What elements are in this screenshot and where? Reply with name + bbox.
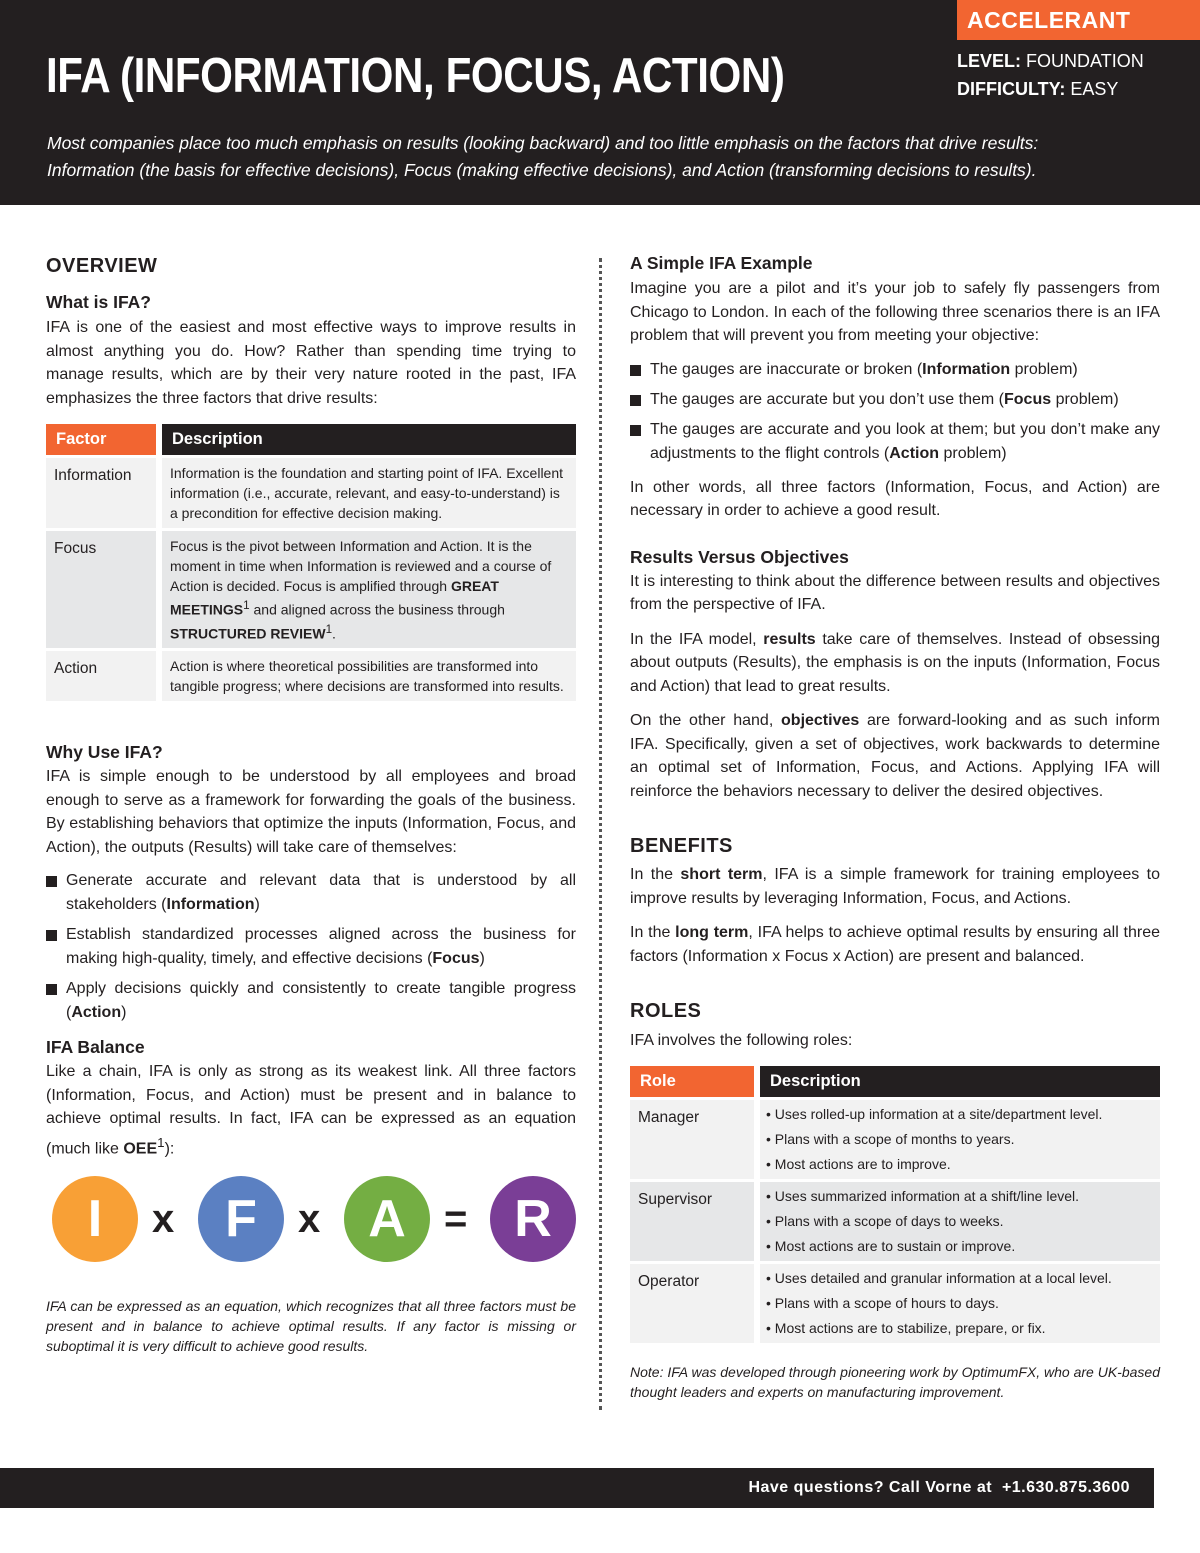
factor-table-header [46, 424, 576, 455]
list-item: The gauges are accurate but you don’t use them (Focus problem) [630, 388, 1160, 412]
intro-text [47, 130, 1157, 184]
equals-sign: = [444, 1197, 468, 1241]
factor-name: Focus [46, 531, 156, 648]
list-item: Apply decisions quickly and consistently to create tangible progress (Action) [46, 977, 576, 1025]
brand-label: ACCELERANT [957, 0, 1200, 40]
contact-footer [0, 1468, 1154, 1508]
roles-intro: IFA involves the following roles: [630, 1032, 853, 1049]
role-description-col-header: Description [760, 1066, 1160, 1097]
example-heading: A Simple IFA Example [630, 253, 813, 273]
roles-heading: ROLES [630, 1000, 702, 1022]
equation-caption: IFA can be expressed as an equation, which recognizes that all three factors must be present and in balance to achieve optimal results. If any factor is missing or suboptimal it is very difficult to achieve good results. [46, 1298, 576, 1354]
square-bullet-icon [630, 395, 641, 406]
factor-name: Information [46, 458, 156, 528]
square-bullet-icon [46, 984, 57, 995]
level-label: LEVEL: [957, 51, 1022, 71]
square-bullet-icon [630, 365, 641, 376]
example-bullet-list [630, 358, 1160, 466]
table-row [630, 1100, 1160, 1179]
left-column [46, 250, 576, 1161]
action-circle-icon: A [344, 1176, 430, 1262]
table-row [46, 531, 576, 648]
focus-circle-icon: F [198, 1176, 284, 1262]
overview-heading: OVERVIEW [46, 255, 158, 277]
square-bullet-icon [46, 930, 57, 941]
why-text: IFA is simple enough to be understood by all employees and broad enough to serve as a framework for forwarding the goals of the business. By establishing behaviors that optimize the inputs (Information, Focus, and Action), the outputs (Results) will take care of themselves: [46, 768, 576, 856]
why-heading: Why Use IFA? [46, 742, 163, 763]
column-divider [599, 258, 602, 1410]
page-header [0, 0, 1200, 205]
description-col-header: Description [162, 424, 576, 455]
times-sign: x [152, 1197, 175, 1241]
list-item: • Uses rolled-up information at a site/department level. [766, 1105, 1103, 1122]
square-bullet-icon [46, 876, 57, 887]
benefits-p2: In the long term, IFA helps to achieve optimal results by ensuring all three factors (Information x Focus x Action) are present and balanced. [630, 924, 1160, 965]
factor-name: Action [46, 651, 156, 701]
oee-link[interactable]: OEE [123, 1140, 158, 1158]
results-p1: It is interesting to think about the difference between results and objectives from the perspective of IFA. [630, 572, 1160, 613]
difficulty-info [957, 77, 1118, 101]
roles-table [630, 1063, 1160, 1346]
balance-text: Like a chain, IFA is only as strong as its weakest link. All three factors (Information, Focus, and Action) must be present and in balance to achieve optimal results. In fact, IFA can be expressed as an equation (much like OEE$^1$): [46, 1063, 576, 1158]
results-p3: On the other hand, objectives are forward-looking and as such inform IFA. Specifically, given a set of objectives, work backwards to determine an optimal set of Information, Focus, and Actions. Applying IFA will reinforce the behaviors necessary to deliver the desired objectives. [630, 712, 1161, 800]
table-row [46, 458, 576, 528]
level-info [957, 49, 1144, 73]
list-item: The gauges are inaccurate or broken (Information problem) [630, 358, 1160, 382]
what-heading: What is IFA? [46, 292, 151, 312]
structured-review-link[interactable]: STRUCTURED REVIEW [170, 625, 326, 642]
list-item: Generate accurate and relevant data that is understood by all stakeholders (Information) [46, 869, 576, 917]
list-item: • Plans with a scope of months to years. [766, 1130, 1015, 1147]
table-row [630, 1182, 1160, 1261]
roles-table-header [630, 1066, 1160, 1097]
benefits-p1: In the short term, IFA is a simple framework for training employees to improve results by leveraging Information, Focus, and Actions. [630, 866, 1160, 907]
contact-text: Have questions? Call Vorne at +1.630.875.3600 [748, 1479, 1130, 1496]
example-outro: In other words, all three factors (Information, Focus, and Action) are necessary in order to achieve a good result. [630, 478, 1160, 519]
great-meetings-link[interactable]: GREAT MEETINGS [170, 578, 499, 618]
role-col-header: Role [630, 1066, 754, 1097]
role-name: Supervisor [630, 1182, 754, 1261]
table-row [46, 651, 576, 701]
list-item: • Plans with a scope of days to weeks. [766, 1212, 1004, 1229]
role-name: Manager [630, 1100, 754, 1179]
square-bullet-icon [630, 425, 641, 436]
intro-line-1: Most companies place too much emphasis on results (looking backward) and too little emphasis on the factors that drive results: [47, 133, 1039, 153]
list-item: • Most actions are to sustain or improve. [766, 1237, 1016, 1254]
list-item: • Plans with a scope of hours to days. [766, 1294, 999, 1311]
results-heading: Results Versus Objectives [630, 546, 849, 567]
list-item: • Most actions are to stabilize, prepare, or fix. [766, 1319, 1046, 1336]
benefits-heading: BENEFITS [630, 835, 733, 857]
intro-line-2: Information (the basis for effective decisions), Focus (making effective decisions), and Action (transforming decisions to results). [47, 160, 1037, 180]
times-sign: x [298, 1197, 321, 1241]
right-column [630, 250, 1160, 1402]
list-item: Establish standardized processes aligned across the business for making high-quality, timely, and effective decisions (Focus) [46, 923, 576, 971]
factor-table [46, 421, 576, 704]
role-name: Operator [630, 1264, 754, 1343]
factor-description: Focus is the pivot between Information and Action. It is the moment in time when Information is reviewed and a course of Action is decided. Focus is amplified through GREAT MEETINGS$^1$ and aligned across the business through STRUCTURED REVIEW$^1$. [162, 531, 576, 648]
results-p2: In the IFA model, results take care of themselves. Instead of obsessing about outputs (Results), the emphasis is on the inputs (Information, Focus and Action) that lead to great results. [630, 630, 1161, 695]
example-intro: Imagine you are a pilot and it’s your job to safely fly passengers from Chicago to London. In each of the following three scenarios there is an IFA problem that will prevent you from meeting your objective: [630, 280, 1160, 344]
balance-heading: IFA Balance [46, 1037, 145, 1058]
list-item: • Most actions are to improve. [766, 1155, 951, 1172]
factor-description: Information is the foundation and starting point of IFA. Excellent information (i.e., accurate, relevant, and easy-to-understand) is a precondition for effective decision making. [162, 458, 576, 528]
ifa-equation [52, 1176, 577, 1262]
results-circle-icon: R [490, 1176, 576, 1262]
table-row [630, 1264, 1160, 1343]
difficulty-value: EASY [1070, 79, 1119, 99]
why-bullet-list [46, 869, 576, 1025]
list-item: • Uses summarized information at a shift/line level. [766, 1187, 1080, 1204]
level-value: FOUNDATION [1026, 51, 1144, 71]
list-item: The gauges are accurate and you look at them; but you don’t make any adjustments to the flight controls (Action problem) [630, 418, 1160, 466]
factor-col-header: Factor [46, 424, 156, 455]
what-text: IFA is one of the easiest and most effective ways to improve results in almost anything you do. How? Rather than spending time trying to manage results, which are by their very nature rooted in the past, IFA emphasizes the three factors that drive results: [46, 319, 576, 407]
page-title: IFA (INFORMATION, FOCUS, ACTION) [46, 49, 785, 103]
difficulty-label: DIFFICULTY: [957, 79, 1066, 99]
information-circle-icon: I [52, 1176, 138, 1262]
roles-note: Note: IFA was developed through pioneering work by OptimumFX, who are UK-based thought leaders and experts on manufacturing improvement. [630, 1363, 1160, 1400]
factor-description: Action is where theoretical possibilities are transformed into tangible progress; where decisions are transformed into results. [162, 651, 576, 701]
list-item: • Uses detailed and granular information at a local level. [766, 1269, 1112, 1286]
